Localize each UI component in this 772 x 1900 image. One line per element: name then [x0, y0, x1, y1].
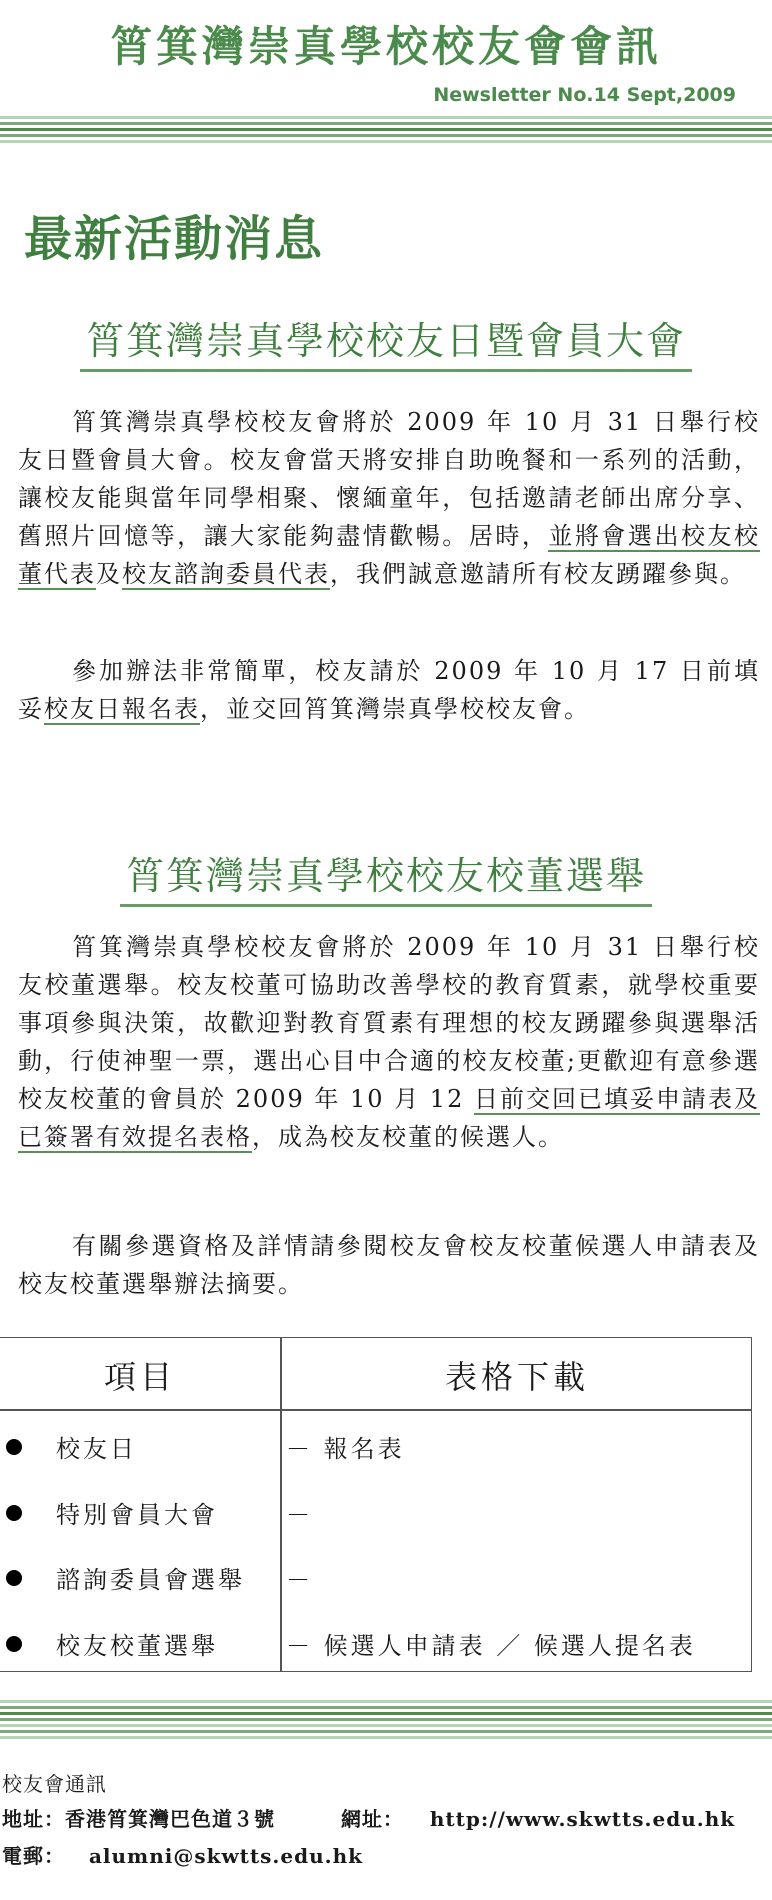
latest-news-heading: 最新活動消息: [24, 211, 325, 267]
newsletter-issue: Newsletter No.14 Sept,2009: [433, 84, 736, 106]
row-item: 校友校董選舉: [56, 1632, 218, 1660]
director-representative-link[interactable]: 並將會選出校友校董代表: [18, 522, 761, 588]
advisory-representative-link[interactable]: 校友諮詢委員代表: [122, 560, 330, 588]
table-row: [0, 1423, 752, 1473]
row-form-link[interactable]: － 報名表: [286, 1435, 405, 1463]
registration-paragraph: [18, 652, 760, 728]
registration-text-2: ，並交回筲箕灣崇真學校校友會。: [200, 695, 590, 723]
table-header-item: 項目: [103, 1358, 176, 1396]
website-link[interactable]: http://www.skwtts.edu.hk: [429, 1807, 736, 1831]
section-election-title-text: 筲箕灣崇真學校校友校董選舉: [120, 854, 652, 907]
row-form-link: －: [286, 1501, 313, 1529]
nomination-forms-link[interactable]: 日前交回已填妥申請表及已簽署有效提名表格: [18, 1085, 760, 1151]
bullet-icon: [6, 1505, 22, 1521]
table-header-download: 表格下載: [444, 1358, 589, 1396]
section-election-title: [0, 845, 772, 900]
table-row: [0, 1620, 752, 1670]
newsletter-title: 筲箕灣崇真學校校友會會訊: [109, 22, 662, 71]
email-link[interactable]: alumni@skwtts.edu.hk: [88, 1844, 363, 1868]
election-text-1: 筲箕灣崇真學校校友會將於 2009 年 10 月 31 日舉行校友校董選舉。校友校董可協助改善學校的教育質素，就學校重要事項參與決策，故歡迎對教育質素有理想的校友踴躍參與選舉活動，行使神聖一票，選出心目中合適的校友校董;更歡迎有意參選校友校董的會員於 2009 年 10 月 12: [18, 933, 760, 1113]
row-item: 特別會員大會: [56, 1501, 218, 1529]
footer-address-text: 地址：香港筲箕灣巴色道３號: [2, 1807, 275, 1831]
bullet-icon: [6, 1636, 22, 1652]
footer-divider: [0, 1700, 772, 1742]
alumni-day-paragraph: [18, 403, 760, 593]
footer-email-label: 電郵：: [2, 1844, 65, 1868]
alumni-day-form-link[interactable]: 校友日報名表: [44, 695, 200, 723]
registration-text-1: 參加辦法非常簡單，校友請於 2009 年 10 月 17 日前填妥: [18, 657, 760, 723]
alumni-day-text-1: 筲箕灣崇真學校校友會將於 2009 年 10 月 31 日舉行校友日暨會員大會。校友會當天將安排自助晚餐和一系列的活動，讓校友能與當年同學相聚、懷緬童年，包括邀請老師出席分享、舊照片回憶等，讓大家能夠盡情歡暢。居時，: [18, 408, 760, 550]
table-row: [0, 1489, 752, 1539]
election-details-paragraph: 有關參選資格及詳情請參閱校友會校友校董候選人申請表及校友校董選舉辦法摘要。: [18, 1232, 760, 1298]
footer-address: [2, 1803, 735, 1832]
header-divider: [0, 116, 772, 146]
footer-label: 校友會通訊: [2, 1772, 107, 1796]
election-text-2: ，成為校友校董的候選人。: [252, 1123, 564, 1151]
bullet-icon: [6, 1439, 22, 1455]
section-alumni-day-title-text: 筲箕灣崇真學校校友日暨會員大會: [80, 319, 692, 372]
footer-email: [2, 1840, 363, 1869]
table-row: [0, 1554, 752, 1604]
bullet-icon: [6, 1570, 22, 1586]
alumni-day-text-3: ，我們誠意邀請所有校友踴躍參與。: [330, 560, 746, 588]
row-item: 諮詢委員會選舉: [56, 1566, 245, 1594]
election-paragraph: [18, 928, 760, 1156]
row-form-link: －: [286, 1566, 313, 1594]
row-item: 校友日: [56, 1435, 137, 1463]
footer-web-label: 網址：: [340, 1807, 404, 1831]
section-alumni-day-title: [0, 310, 772, 365]
alumni-day-text-2: 及: [96, 560, 122, 588]
table-header-divider: [0, 1409, 752, 1411]
row-form-link[interactable]: － 候選人申請表 ／ 候選人提名表: [286, 1632, 696, 1660]
